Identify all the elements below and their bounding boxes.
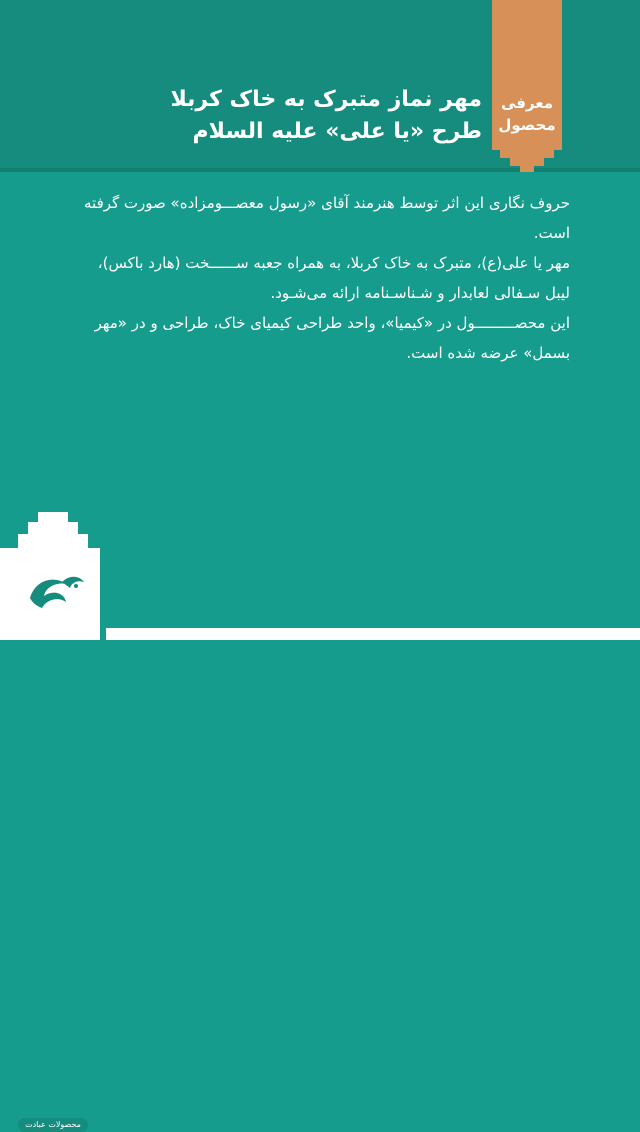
ribbon-label: معرفی محصول [498,94,556,134]
description-paragraph: مهر یا علی(ع)، متبرک به خاک کربلا، به همراه جعبه ســــــخت (هارد باکس)، لیبل سـفالی لعابدار و شـناسـنامه ارائه می‌شـود. [97,254,570,302]
title-line-2: طرح «یا علی» علیه السلام [192,119,482,144]
ribbon-step [500,150,554,158]
logo-icon [0,512,106,640]
ribbon-step [510,158,544,166]
brand-logo [0,512,106,1129]
description-paragraph: این محصـــــــــول در «کیمیا»، واحد طراحی کیمیای خاک، طراحی و در «مهر بسمل» عرضه شده است. [94,314,570,362]
product-description [70,188,570,368]
title-line-1: مهر نماز متبرک به خاک کربلا [170,87,482,112]
description-paragraph: حروف نگاری این اثر توسط هنرمند آقای «رسول معصـــومزاده» صورت گرفته است. [84,194,570,242]
header-band-edge [0,168,640,172]
logo-caption: محصولات عبادت [18,1118,88,1132]
page-title [62,84,482,148]
ribbon-step [520,166,534,172]
bottom-strip [106,628,640,640]
